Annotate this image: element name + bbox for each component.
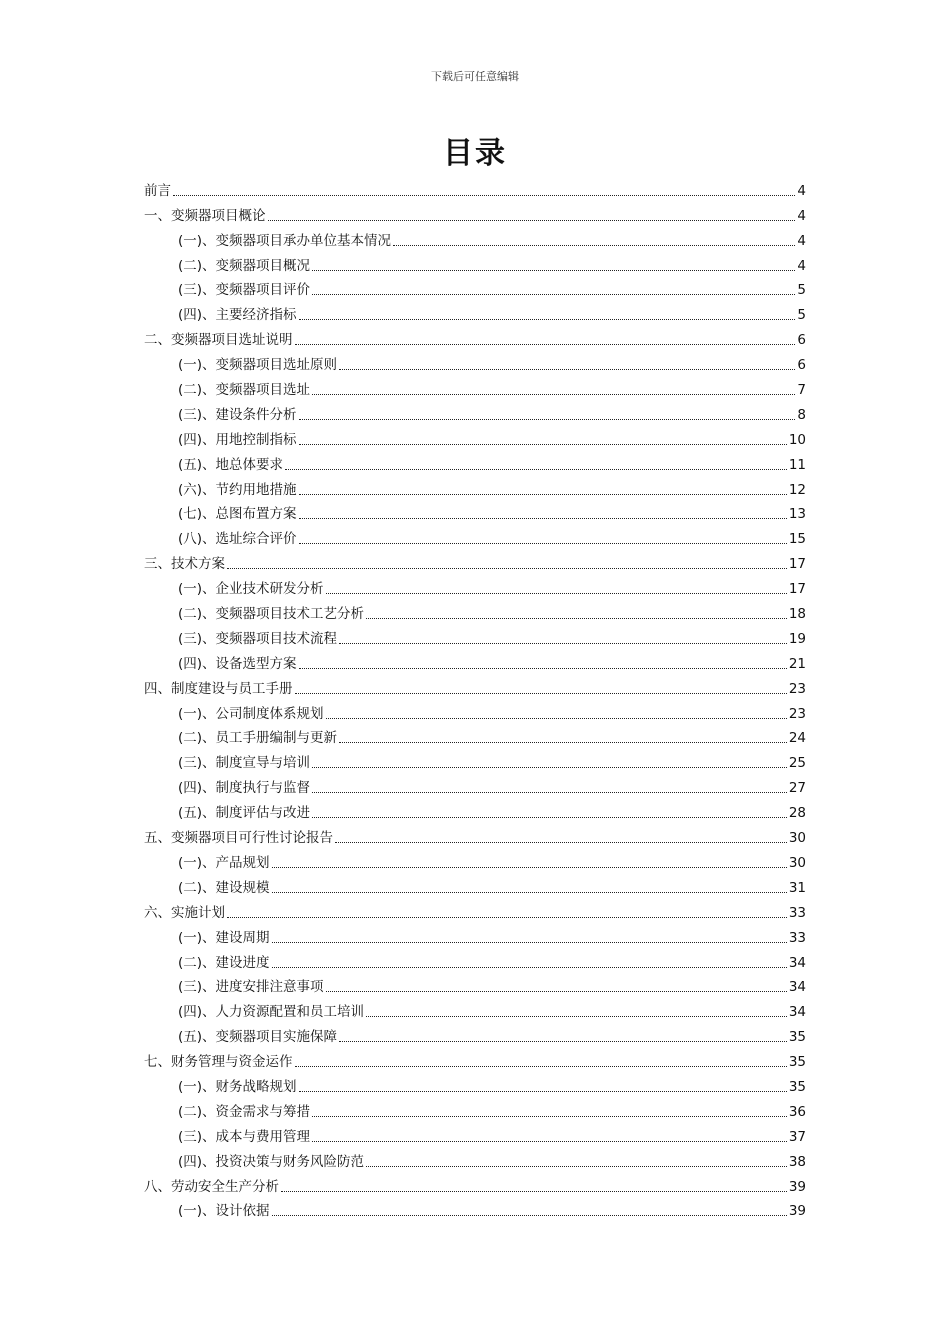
toc-entry-page-number: 4	[797, 257, 806, 274]
toc-entry-page-number: 28	[788, 805, 806, 822]
toc-entry[interactable]	[144, 623, 806, 648]
toc-dot-leader	[393, 245, 795, 246]
toc-entry-page-number: 6	[797, 357, 806, 374]
toc-entry[interactable]	[144, 399, 806, 424]
toc-entry[interactable]	[144, 324, 806, 349]
toc-entry-page-number: 35	[788, 1029, 806, 1046]
toc-entry[interactable]	[144, 1046, 806, 1071]
toc-entry[interactable]	[144, 996, 806, 1021]
toc-dot-leader	[366, 618, 787, 619]
toc-entry[interactable]	[144, 499, 806, 524]
toc-entry-text: 七、财务管理与资金运作	[144, 1054, 293, 1071]
toc-dot-leader	[299, 543, 787, 544]
toc-dot-leader	[326, 991, 787, 992]
toc-dot-leader	[268, 220, 796, 221]
toc-entry-page-number: 24	[788, 730, 806, 747]
toc-entry-page-number: 5	[797, 282, 806, 299]
toc-entry[interactable]	[144, 972, 806, 997]
toc-dot-leader	[299, 494, 787, 495]
toc-dot-leader	[326, 718, 787, 719]
toc-entry-page-number: 27	[788, 780, 806, 797]
toc-entry-text: (一)、产品规划	[178, 854, 270, 871]
toc-dot-leader	[227, 917, 787, 918]
toc-entry-page-number: 4	[797, 207, 806, 224]
toc-dot-leader	[299, 444, 787, 445]
toc-dot-leader	[295, 1066, 787, 1067]
toc-entry[interactable]	[144, 598, 806, 623]
toc-entry-text: 五、变频器项目可行性讨论报告	[144, 830, 333, 847]
toc-dot-leader	[312, 270, 795, 271]
toc-entry-page-number: 34	[788, 954, 806, 971]
toc-entry-text: (三)、变频器项目技术流程	[178, 630, 338, 647]
toc-entry-text: (八)、选址综合评价	[178, 531, 297, 548]
toc-entry[interactable]	[144, 299, 806, 324]
toc-dot-leader	[366, 1016, 787, 1017]
toc-dot-leader	[326, 593, 787, 594]
toc-entry[interactable]	[144, 1071, 806, 1096]
toc-entry[interactable]	[144, 200, 806, 225]
toc-entry-page-number: 23	[788, 705, 806, 722]
toc-entry[interactable]	[144, 175, 806, 200]
toc-dot-leader	[312, 294, 795, 295]
toc-entry-page-number: 4	[797, 182, 806, 199]
toc-entry[interactable]	[144, 1146, 806, 1171]
toc-entry[interactable]	[144, 772, 806, 797]
toc-dot-leader	[312, 817, 787, 818]
toc-entry-page-number: 11	[788, 456, 806, 473]
toc-entry-page-number: 34	[788, 1004, 806, 1021]
toc-dot-leader	[339, 369, 795, 370]
toc-entry-page-number: 30	[788, 830, 806, 847]
toc-entry-page-number: 35	[788, 1078, 806, 1095]
toc-dot-leader	[312, 1116, 787, 1117]
toc-entry-text: (一)、财务战略规划	[178, 1078, 297, 1095]
toc-entry-text: 前言	[144, 182, 171, 199]
toc-entry-text: (二)、建设规模	[178, 879, 270, 896]
toc-entry[interactable]	[144, 1171, 806, 1196]
toc-entry-text: (三)、成本与费用管理	[178, 1128, 311, 1145]
toc-entry[interactable]	[144, 747, 806, 772]
toc-entry-text: 六、实施计划	[144, 904, 225, 921]
toc-entry-page-number: 36	[788, 1103, 806, 1120]
toc-entry-page-number: 17	[788, 556, 806, 573]
toc-entry[interactable]	[144, 523, 806, 548]
toc-entry-text: (一)、企业技术研发分析	[178, 581, 324, 598]
toc-entry[interactable]	[144, 723, 806, 748]
toc-dot-leader	[312, 792, 787, 793]
toc-entry-page-number: 30	[788, 854, 806, 871]
toc-entry-text: (二)、变频器项目选址	[178, 382, 311, 399]
toc-dot-leader	[339, 1041, 787, 1042]
toc-entry[interactable]	[144, 349, 806, 374]
toc-entry-page-number: 25	[788, 755, 806, 772]
toc-entry-page-number: 10	[788, 431, 806, 448]
toc-entry-page-number: 34	[788, 979, 806, 996]
toc-dot-leader	[335, 842, 787, 843]
toc-dot-leader	[339, 643, 787, 644]
toc-dot-leader	[272, 942, 787, 943]
toc-entry-page-number: 33	[788, 929, 806, 946]
toc-entry[interactable]	[144, 573, 806, 598]
toc-dot-leader	[281, 1191, 787, 1192]
toc-entry[interactable]	[144, 673, 806, 698]
toc-dot-leader	[312, 394, 795, 395]
toc-entry-page-number: 23	[788, 680, 806, 697]
toc-dot-leader	[173, 195, 795, 196]
toc-entry[interactable]	[144, 847, 806, 872]
toc-dot-leader	[366, 1166, 787, 1167]
toc-entry-text: 四、制度建设与员工手册	[144, 680, 293, 697]
toc-entry[interactable]	[144, 449, 806, 474]
toc-entry[interactable]	[144, 1121, 806, 1146]
toc-entry-page-number: 38	[788, 1153, 806, 1170]
toc-entry-text: (三)、变频器项目评价	[178, 282, 311, 299]
toc-entry[interactable]	[144, 225, 806, 250]
toc-entry[interactable]	[144, 648, 806, 673]
toc-entry-text: 三、技术方案	[144, 556, 225, 573]
toc-entry[interactable]	[144, 698, 806, 723]
toc-entry-text: (五)、地总体要求	[178, 456, 284, 473]
toc-dot-leader	[295, 344, 796, 345]
toc-dot-leader	[272, 967, 787, 968]
toc-dot-leader	[299, 419, 796, 420]
toc-entry[interactable]	[144, 1096, 806, 1121]
toc-dot-leader	[299, 518, 787, 519]
toc-entry[interactable]	[144, 275, 806, 300]
toc-entry[interactable]	[144, 897, 806, 922]
toc-entry-page-number: 35	[788, 1054, 806, 1071]
toc-entry-text: (三)、制度宣导与培训	[178, 755, 311, 772]
toc-dot-leader	[312, 1141, 787, 1142]
toc-entry-page-number: 37	[788, 1128, 806, 1145]
toc-entry-text: (三)、进度安排注意事项	[178, 979, 324, 996]
toc-dot-leader	[227, 568, 787, 569]
toc-entry[interactable]	[144, 922, 806, 947]
toc-entry-text: 一、变频器项目概论	[144, 207, 266, 224]
toc-entry-page-number: 8	[797, 406, 806, 423]
toc-entry-text: (二)、资金需求与筹措	[178, 1103, 311, 1120]
toc-entry[interactable]	[144, 797, 806, 822]
toc-dot-leader	[272, 867, 787, 868]
toc-entry-text: (二)、员工手册编制与更新	[178, 730, 338, 747]
toc-dot-leader	[299, 1091, 787, 1092]
toc-entry[interactable]	[144, 1196, 806, 1221]
toc-entry-page-number: 21	[788, 655, 806, 672]
toc-list	[144, 175, 806, 1220]
toc-title: 目录	[443, 136, 507, 171]
toc-entry-text: (四)、人力资源配置和员工培训	[178, 1004, 365, 1021]
toc-entry-page-number: 6	[797, 332, 806, 349]
toc-entry-page-number: 31	[788, 879, 806, 896]
toc-dot-leader	[272, 1215, 787, 1216]
toc-entry[interactable]	[144, 424, 806, 449]
toc-entry-page-number: 39	[788, 1178, 806, 1195]
toc-entry-text: (一)、变频器项目承办单位基本情况	[178, 232, 392, 249]
toc-entry-text: (六)、节约用地措施	[178, 481, 297, 498]
toc-entry[interactable]	[144, 872, 806, 897]
toc-entry[interactable]	[144, 947, 806, 972]
toc-entry-page-number: 33	[788, 904, 806, 921]
toc-entry[interactable]	[144, 474, 806, 499]
toc-entry-page-number: 17	[788, 581, 806, 598]
toc-entry-text: (一)、公司制度体系规划	[178, 705, 324, 722]
toc-entry-page-number: 39	[788, 1203, 806, 1220]
toc-entry-text: (七)、总图布置方案	[178, 506, 297, 523]
toc-entry-page-number: 18	[788, 606, 806, 623]
toc-entry-page-number: 13	[788, 506, 806, 523]
toc-entry-text: (四)、投资决策与财务风险防范	[178, 1153, 365, 1170]
toc-dot-leader	[285, 469, 787, 470]
toc-entry-page-number: 19	[788, 630, 806, 647]
toc-entry-page-number: 15	[788, 531, 806, 548]
toc-entry[interactable]	[144, 250, 806, 275]
toc-dot-leader	[299, 319, 796, 320]
toc-entry-text: (一)、变频器项目选址原则	[178, 357, 338, 374]
toc-entry-page-number: 12	[788, 481, 806, 498]
toc-entry[interactable]	[144, 548, 806, 573]
toc-dot-leader	[299, 668, 787, 669]
toc-entry-text: (三)、建设条件分析	[178, 406, 297, 423]
toc-entry-text: (四)、设备选型方案	[178, 655, 297, 672]
toc-entry-text: (五)、制度评估与改进	[178, 805, 311, 822]
toc-entry-text: (四)、用地控制指标	[178, 431, 297, 448]
toc-entry-text: (五)、变频器项目实施保障	[178, 1029, 338, 1046]
toc-entry[interactable]	[144, 1021, 806, 1046]
toc-entry-text: (一)、设计依据	[178, 1203, 270, 1220]
toc-entry-text: 八、劳动安全生产分析	[144, 1178, 279, 1195]
toc-entry-page-number: 5	[797, 307, 806, 324]
toc-dot-leader	[295, 693, 787, 694]
toc-entry-text: (二)、变频器项目技术工艺分析	[178, 606, 365, 623]
toc-dot-leader	[339, 742, 787, 743]
toc-entry-page-number: 7	[797, 382, 806, 399]
toc-entry-text: (一)、建设周期	[178, 929, 270, 946]
toc-entry-text: 二、变频器项目选址说明	[144, 332, 293, 349]
toc-entry-text: (二)、建设进度	[178, 954, 270, 971]
toc-entry-text: (二)、变频器项目概况	[178, 257, 311, 274]
toc-entry[interactable]	[144, 822, 806, 847]
toc-entry-text: (四)、主要经济指标	[178, 307, 297, 324]
toc-entry-text: (四)、制度执行与监督	[178, 780, 311, 797]
toc-entry-page-number: 4	[797, 232, 806, 249]
toc-dot-leader	[272, 892, 787, 893]
toc-entry[interactable]	[144, 374, 806, 399]
toc-dot-leader	[312, 767, 787, 768]
page-header-note: 下载后可任意编辑	[431, 70, 519, 83]
